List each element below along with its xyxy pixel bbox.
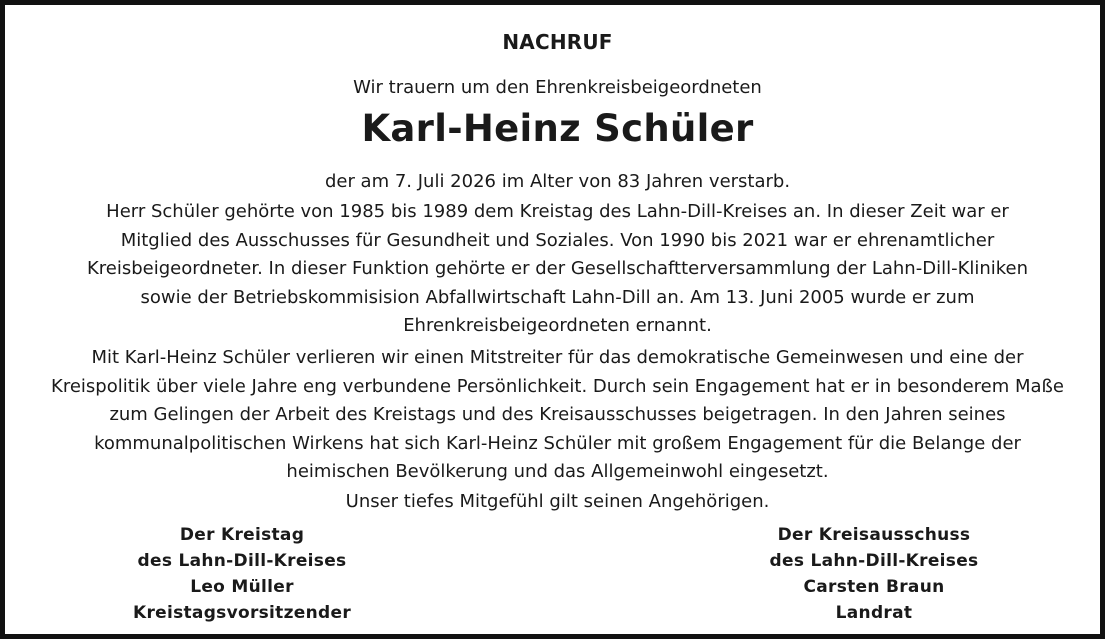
- paragraph-line: Ehrenkreisbeigeordneten ernannt.: [403, 315, 712, 336]
- paragraph-line: sowie der Betriebskommisision Abfallwirtschaft Lahn-Dill an. Am 13. Juni 2005 wurde er zum: [140, 286, 975, 308]
- biography-paragraph: [5, 198, 1105, 341]
- signature-district: des Lahn-Dill-Kreises: [769, 551, 979, 571]
- signature-title: Landrat: [835, 603, 913, 623]
- signature-body: Der Kreistag: [179, 525, 305, 545]
- paragraph-line: Mitglied des Ausschusses für Gesundheit und Soziales. Von 1990 bis 2021 war er ehrenamtlicher: [120, 229, 995, 251]
- paragraph-line: kommunalpolitischen Wirkens hat sich Karl-Heinz Schüler mit großem Engagement für die Belange der: [94, 432, 1021, 454]
- signature-person: Carsten Braun: [803, 577, 945, 597]
- deceased-name: Karl-Heinz Schüler: [361, 107, 754, 150]
- paragraph-line: Kreispolitik über viele Jahre eng verbundene Persönlichkeit. Durch sein Engagement hat er in besonderem Maße: [51, 375, 1064, 397]
- paragraph-line: zum Gelingen der Arbeit des Kreistags und des Kreisausschusses beigetragen. In den Jahren seines: [109, 404, 1006, 425]
- signature-person: Leo Müller: [190, 577, 294, 597]
- signature-block-left: [82, 522, 402, 626]
- signature-body: Der Kreisausschuss: [777, 525, 971, 545]
- condolence-line: Unser tiefes Mitgefühl gilt seinen Angehörigen.: [345, 491, 770, 512]
- signature-title: Kreistagsvorsitzender: [132, 603, 352, 623]
- signature-block-right: [714, 522, 1034, 626]
- paragraph-line: Herr Schüler gehörte von 1985 bis 1989 dem Kreistag des Lahn-Dill-Kreises an. In dieser Zeit war er: [106, 201, 1009, 222]
- death-line: der am 7. Juli 2026 im Alter von 83 Jahren verstarb.: [324, 171, 791, 192]
- tribute-paragraph: [5, 344, 1105, 487]
- signature-district: des Lahn-Dill-Kreises: [137, 551, 347, 571]
- paragraph-line: Kreisbeigeordneter. In dieser Funktion gehörte er der Gesellschaftterversammlung der Lahn-Dill-Kliniken: [86, 258, 1029, 279]
- paragraph-line: Mit Karl-Heinz Schüler verlieren wir einen Mitstreiter für das demokratische Gemeinwesen und eine der: [91, 347, 1024, 368]
- paragraph-line: heimischen Bevölkerung und das Allgemeinwohl eingesetzt.: [286, 461, 829, 482]
- intro-line: Wir trauern um den Ehrenkreisbeigeordneten: [353, 77, 762, 98]
- notice-heading: NACHRUF: [502, 30, 613, 54]
